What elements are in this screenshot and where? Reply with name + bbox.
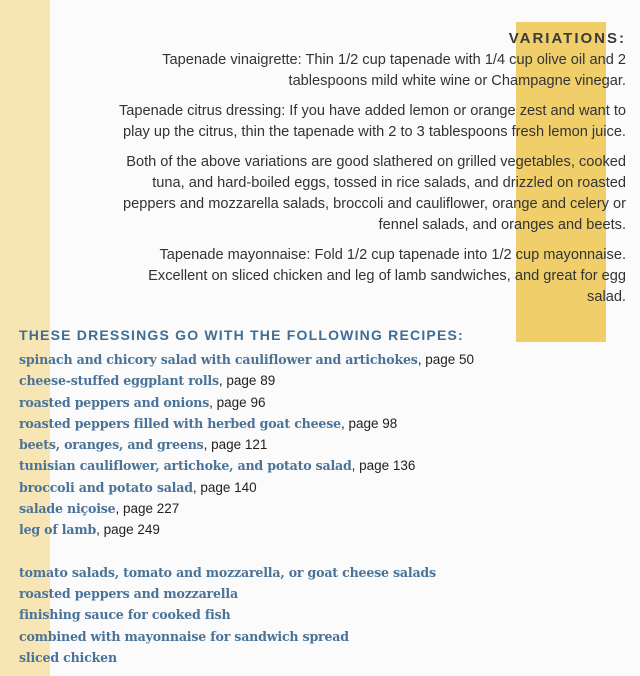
recipe-name: cheese-stuffed eggplant rolls [19, 373, 219, 389]
recipe-name: salade niçoise [19, 501, 116, 517]
variations-section [106, 28, 626, 317]
recipe-item [19, 477, 474, 498]
use-name: roasted peppers and mozzarella [19, 585, 238, 601]
recipe-name: roasted peppers filled with herbed goat cheese [19, 415, 341, 431]
variation-citrus-dressing: Tapenade citrus dressing: If you have added lemon or orange zest and want to play up the citrus, thin the tapenade with 2 to 3 tablespoons fresh lemon juice. [118, 103, 626, 140]
recipe-page: , page 227 [115, 501, 180, 517]
recipe-page: , page 89 [218, 373, 276, 389]
recipe-list [19, 349, 474, 541]
recipe-item [19, 519, 474, 540]
recipe-item [19, 392, 474, 413]
use-item [19, 626, 474, 647]
recipe-name: spinach and chicory salad with cauliflower and artichokes [19, 352, 418, 367]
variation-mayonnaise: Tapenade mayonnaise: Fold 1/2 cup tapenade into 1/2 cup mayonnaise. Excellent on sliced chicken and leg of lamb sandwiches, and great for egg salad. [148, 247, 626, 305]
recipe-page: , page 249 [96, 522, 160, 538]
recipe-name: broccoli and potato salad [19, 479, 193, 495]
use-name: sliced chicken [19, 649, 117, 665]
recipes-heading: THESE DRESSINGS GO WITH THE FOLLOWING RECIPES: [19, 327, 464, 343]
recipe-page: , page 140 [192, 479, 257, 495]
recipe-name: beets, oranges, and greens [19, 437, 204, 453]
use-item [19, 647, 474, 668]
recipes-section [19, 327, 474, 668]
recipe-name: roasted peppers and onions [19, 394, 210, 410]
recipe-item [19, 413, 474, 434]
recipe-item [19, 498, 474, 519]
recipe-page: , page 121 [203, 437, 268, 453]
use-name: tomato salads, tomato and mozzarella, or goat cheese salads [19, 564, 436, 580]
variation-serving-notes: Both of the above variations are good slathered on grilled vegetables, cooked tuna, and hard-boiled eggs, tossed in rice salads, and drizzled on roasted peppers and mozzarella salads, broccoli and cauliflower, orange and celery or fennel salads, and oranges and beets. [123, 154, 626, 233]
recipe-page: , page 98 [340, 415, 398, 431]
variations-heading: VARIATIONS: [508, 30, 626, 47]
recipe-item [19, 370, 474, 391]
use-item [19, 562, 474, 583]
use-name: combined with mayonnaise for sandwich spread [19, 628, 349, 644]
use-item [19, 583, 474, 604]
recipe-name: tunisian cauliflower, artichoke, and potato salad [19, 458, 352, 474]
recipe-item [19, 349, 474, 370]
recipe-item [19, 455, 474, 476]
recipe-page: , page 50 [417, 352, 474, 367]
use-item [19, 604, 474, 625]
use-list [19, 562, 474, 668]
recipe-page: , page 136 [351, 458, 416, 474]
recipe-name: leg of lamb [19, 522, 97, 538]
recipe-page: , page 96 [209, 394, 266, 410]
use-name: finishing sauce for cooked fish [19, 607, 231, 623]
recipe-item [19, 434, 474, 455]
variation-vinaigrette: Tapenade vinaigrette: Thin 1/2 cup tapenade with 1/4 cup olive oil and 2 tablespoons mild white wine or Champagne vinegar. [162, 52, 626, 89]
